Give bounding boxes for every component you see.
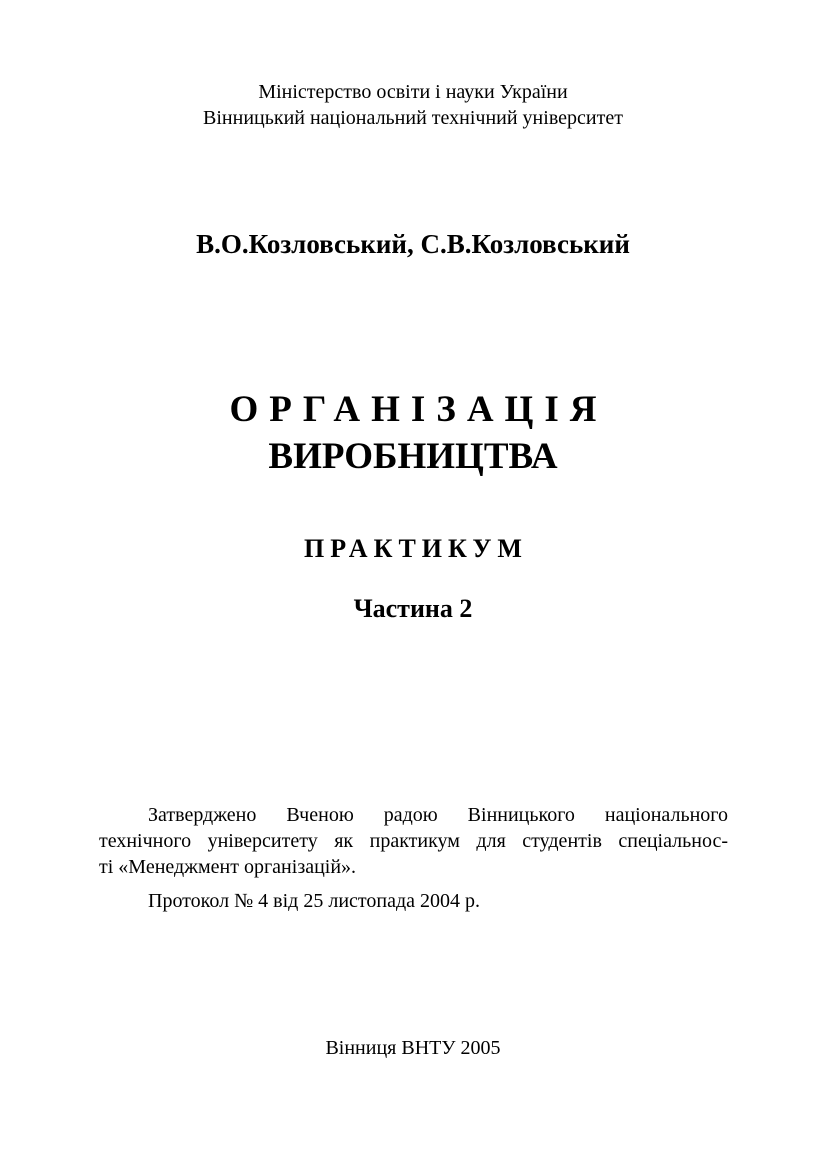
book-subtitle: ПРАКТИКУМ xyxy=(304,534,528,563)
book-title-line-2: ВИРОБНИЦТВА xyxy=(268,436,558,477)
approval-statement xyxy=(99,802,728,880)
approval-line-2: технічного університету як практикум для студентів спеціальнос- xyxy=(99,830,728,852)
book-title-line-1: ОРГАНІЗАЦІЯ xyxy=(229,389,608,430)
approval-line-1: Затверджено Вченою радою Вінницького національного xyxy=(148,804,728,826)
city-publisher-year: Вінниця ВНТУ 2005 xyxy=(325,1037,501,1059)
authors: В.О.Козловський, С.В.Козловський xyxy=(196,229,630,259)
book-part: Частина 2 xyxy=(353,594,473,623)
ministry-name: Міністерство освіти і науки України xyxy=(258,81,568,103)
protocol-note: Протокол № 4 від 25 листопада 2004 р. xyxy=(148,890,481,912)
university-name: Вінницький національний технічний університет xyxy=(203,107,623,129)
approval-line-3: ті «Менеджмент організацій». xyxy=(99,856,357,878)
